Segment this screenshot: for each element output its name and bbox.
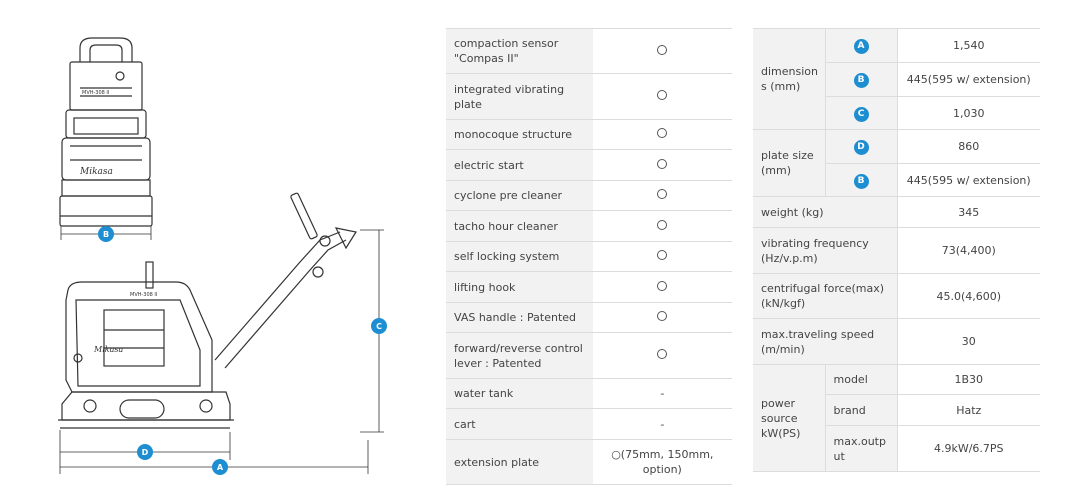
badge-d-icon: D — [854, 140, 869, 155]
circle-icon — [657, 220, 667, 230]
spec-value: 860 — [897, 130, 1040, 164]
table-row — [446, 74, 732, 120]
badge-a-icon: A — [854, 39, 869, 54]
table-row — [446, 440, 732, 485]
front-brand-label: Mikasa — [80, 167, 113, 177]
table-row — [753, 274, 1040, 319]
table-row — [753, 365, 1040, 395]
table-row — [446, 272, 732, 303]
spec-label-frequency: vibrating frequency (Hz/v.p.m) — [753, 228, 897, 274]
spec-value: Hatz — [897, 395, 1040, 426]
feature-name: monocoque structure — [446, 120, 593, 150]
table-row — [446, 120, 732, 150]
table-row — [753, 228, 1040, 274]
table-row — [446, 29, 732, 74]
compactor-diagram — [0, 0, 440, 503]
table-row — [446, 333, 732, 379]
spec-sublabel-brand: brand — [825, 395, 897, 426]
feature-name: cyclone pre cleaner — [446, 181, 593, 211]
feature-name: self locking system — [446, 242, 593, 272]
table-row — [446, 379, 732, 409]
badge-b-icon: B — [854, 174, 869, 189]
table-row — [446, 242, 732, 272]
feature-table — [446, 28, 732, 485]
table-row — [753, 319, 1040, 365]
table-row — [446, 211, 732, 242]
circle-icon — [657, 349, 667, 359]
spec-value: 1B30 — [897, 365, 1040, 395]
svg-text:D: D — [141, 448, 149, 457]
circle-icon — [657, 159, 667, 169]
circle-icon — [657, 189, 667, 199]
svg-text:A: A — [216, 463, 224, 472]
table-row — [446, 181, 732, 211]
spec-label-speed: max.traveling speed (m/min) — [753, 319, 897, 365]
feature-name: compaction sensor "Compas II" — [446, 29, 593, 74]
feature-name: tacho hour cleaner — [446, 211, 593, 242]
front-model-label: MVH-308 II — [82, 90, 110, 96]
circle-icon — [657, 311, 667, 321]
badge-b-icon: B — [854, 73, 869, 88]
spec-label-force: centrifugal force(max) (kN/kgf) — [753, 274, 897, 319]
feature-name: forward/reverse control lever : Patented — [446, 333, 593, 379]
feature-name: integrated vibrating plate — [446, 74, 593, 120]
spec-value: 345 — [897, 197, 1040, 228]
circle-icon — [657, 281, 667, 291]
spec-value: 4.9kW/6.7PS — [897, 426, 1040, 472]
spec-table — [753, 28, 1040, 472]
badge-c-icon: C — [854, 107, 869, 122]
feature-value: - — [593, 379, 732, 409]
spec-label-plate-size: plate size (mm) — [753, 130, 825, 197]
badge-d — [137, 444, 153, 460]
circle-icon — [657, 250, 667, 260]
spec-value: 73(4,400) — [897, 228, 1040, 274]
table-row — [753, 130, 1040, 164]
spec-value: 30 — [897, 319, 1040, 365]
spec-sublabel-output: max.outp ut — [825, 426, 897, 472]
table-row — [753, 29, 1040, 63]
badge-b — [98, 226, 114, 242]
badge-c — [371, 318, 387, 334]
spec-value: 445(595 w/ extension) — [897, 164, 1040, 197]
table-row — [446, 303, 732, 333]
feature-name: water tank — [446, 379, 593, 409]
spec-value: 45.0(4,600) — [897, 274, 1040, 319]
feature-name: VAS handle : Patented — [446, 303, 593, 333]
table-row — [446, 409, 732, 440]
svg-text:B: B — [102, 230, 110, 239]
spec-value: 1,030 — [897, 97, 1040, 130]
spec-label-power: power source kW(PS) — [753, 365, 825, 472]
spec-label-weight: weight (kg) — [753, 197, 897, 228]
feature-value: ○(75mm, 150mm, option) — [593, 440, 732, 485]
circle-icon — [657, 128, 667, 138]
feature-name: electric start — [446, 150, 593, 181]
spec-sublabel-model: model — [825, 365, 897, 395]
feature-value: - — [593, 409, 732, 440]
circle-icon — [657, 45, 667, 55]
side-model-label: MVH-308 II — [130, 292, 158, 298]
side-brand-label: Mikasa — [94, 345, 124, 354]
svg-text:C: C — [376, 322, 382, 331]
spec-label-dimensions: dimension s (mm) — [753, 29, 825, 130]
feature-name: extension plate — [446, 440, 593, 485]
badge-a — [212, 459, 228, 475]
spec-value: 1,540 — [897, 29, 1040, 63]
table-row — [753, 197, 1040, 228]
feature-name: lifting hook — [446, 272, 593, 303]
feature-name: cart — [446, 409, 593, 440]
front-view — [60, 38, 152, 226]
spec-value: 445(595 w/ extension) — [897, 63, 1040, 97]
circle-icon — [657, 90, 667, 100]
table-row — [446, 150, 732, 181]
